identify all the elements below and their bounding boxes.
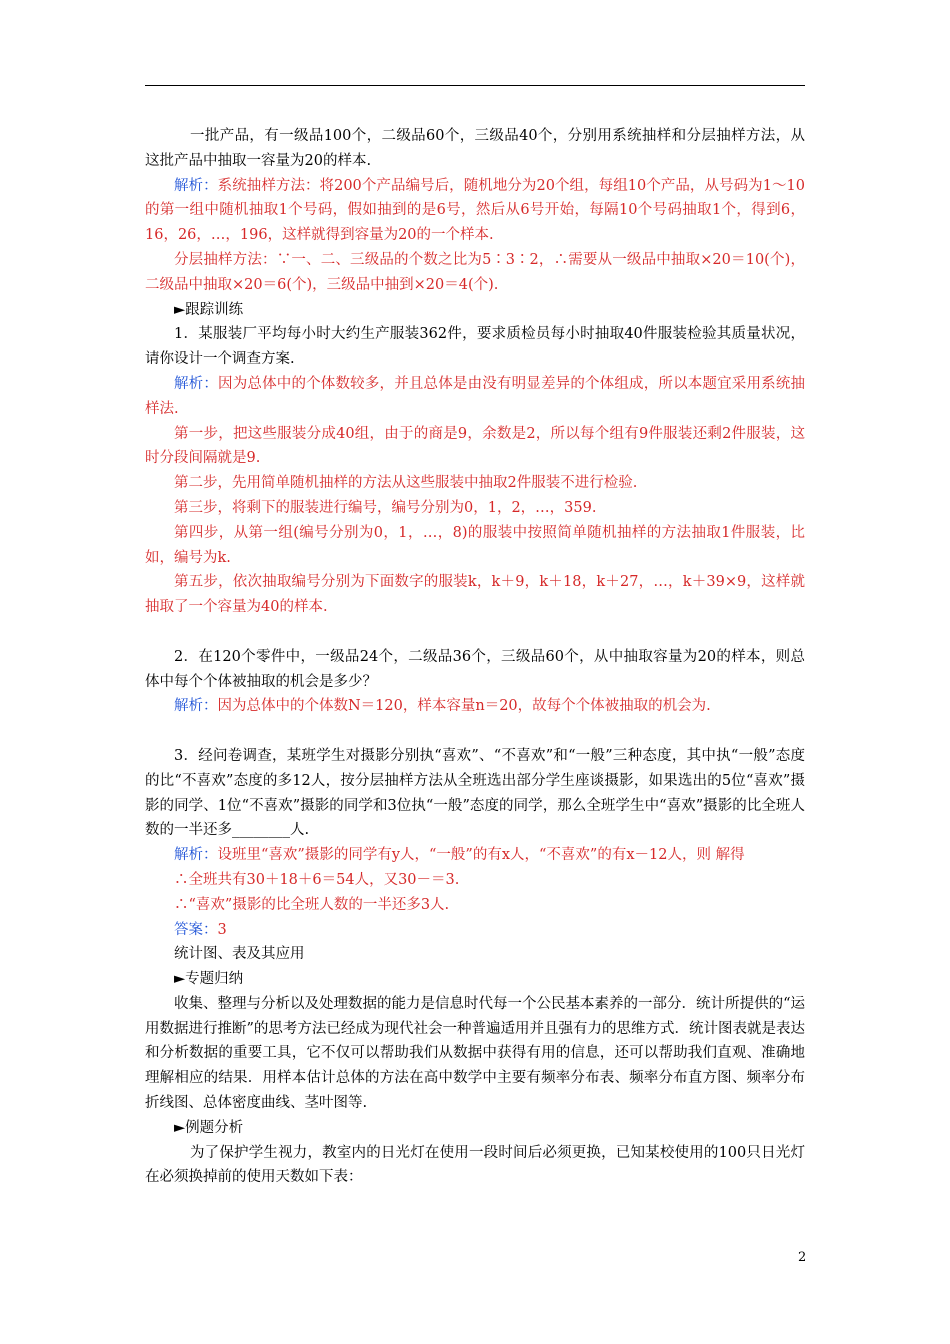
stratified-sampling-text: 分层抽样方法：∵一、二、三级品的个数之比为5∶3∶2，∴需要从一级品中抽取×20＝10(个)，二级品中抽取×20＝6(个)，三级品中抽到×20＝4(个). — [145, 251, 805, 293]
page-content — [145, 124, 805, 1190]
example1-problem: 一批产品，有一级品100个，二级品60个，三级品40个，分别用系统抽样和分层抽样方法，从这批产品中抽取一容量为20的样本. — [145, 128, 805, 169]
q3-line-3: ∴“喜欢”摄影的比全班人数的一半还多3人. — [174, 896, 450, 913]
q1-step-1: 第一步，把这些服装分成40组，由于的商是9，余数是2，所以每个组有9件服装还剩2件服装，这时分段间隔就是9. — [145, 425, 805, 467]
topic-text: 收集、整理与分析以及处理数据的能力是信息时代每一个公民基本素养的一部分．统计所提供的“运用数据进行推断”的思考方法已经成为现代社会一种普遍适用并且强有力的思维方式．统计图表就是表达和分析数据的重要工具，它不仅可以帮助我们从数据中获得有用的信息，还可以帮助我们直观、准确地理解相应的结果．用样本估计总体的方法在高中数学中主要有频率分布表、频率分布直方图、频率分布折线图、总体密度曲线、茎叶图等. — [145, 995, 805, 1112]
question-2-analysis: 解析：因为总体中的个体数N＝120，样本容量n＝20，故每个个体被抽取的机会为. — [174, 698, 711, 715]
answer-label: 答案： — [174, 921, 218, 938]
section-title: 统计图、表及其应用 — [174, 946, 305, 963]
solution-label: 解析： — [174, 847, 218, 864]
question-2: 2．在120个零件中，一级品24个，二级品36个，三级品60个，从中抽取容量为20的样本，则总体中每个个体被抽取的机会是多少？ — [145, 648, 805, 690]
page-number: 2 — [798, 1250, 807, 1265]
example1-solution — [145, 174, 805, 248]
q1-step-4: 第四步，从第一组(编号分别为0，1，…，8)的服装中按照简单随机抽样的方法抽取1件服装，比如，编号为k. — [145, 524, 805, 566]
example-text: 为了保护学生视力，教室内的日光灯在使用一段时间后必须更换，已知某校使用的100只日光灯在必须换掉前的使用天数如下表： — [145, 1144, 805, 1186]
question-1: 1．某服装厂平均每小时大约生产服装362件，要求质检员每小时抽取40件服装检验其质量状况，请你设计一个调查方案. — [145, 326, 805, 368]
solution-label: 解析： — [174, 698, 218, 715]
example-heading: ►例题分析 — [174, 1119, 244, 1136]
tracking-heading: ►跟踪训练 — [174, 301, 244, 318]
header-rule — [145, 85, 805, 86]
solution-label: 解析： — [174, 375, 219, 392]
topic-heading: ►专题归纳 — [174, 971, 244, 988]
question-3-analysis: 解析：设班里“喜欢”摄影的同学有y人，“一般”的有x人，“不喜欢”的有x－12人，则 解得 — [174, 847, 745, 864]
q3-answer: 答案：3 — [174, 921, 227, 938]
solution-label: 解析： — [174, 177, 218, 194]
q1-step-5: 第五步，依次抽取编号分别为下面数字的服装k，k＋9，k＋18，k＋27，…，k＋39×9，这样就抽取了一个容量为40的样本. — [145, 574, 805, 616]
systematic-sampling-text: 系统抽样方法：将200个产品编号后，随机地分为20个组，每组10个产品，从号码为1～10的第一组中随机抽取1个号码，假如抽到的是6号，然后从6号开始，每隔10个号码抽取1个，得到6，16，26，…，196，这样就得到容量为20的一个样本. — [145, 177, 805, 244]
q3-line-2: ∴全班共有30＋18＋6＝54人，又30－＝3. — [174, 871, 460, 888]
question-3: 3．经问卷调查，某班学生对摄影分别执“喜欢”、“不喜欢”和“一般”三种态度，其中执“一般”态度的比“不喜欢”态度的多12人，按分层抽样方法从全班选出部分学生座谈摄影，如果选出的5位“喜欢”摄影的同学、1位“不喜欢”摄影的同学和3位执“一般”态度的同学，那么全班学生中“喜欢”摄影的比全班人数的一半还多________人. — [145, 747, 805, 839]
question-1-analysis: 解析：因为总体中的个体数较多，并且总体是由没有明显差异的个体组成，所以本题宜采用系统抽样法. — [145, 375, 806, 417]
q1-step-3: 第三步，将剩下的服装进行编号，编号分别为0，1，2，…，359. — [174, 499, 597, 516]
q1-step-2: 第二步，先用简单随机抽样的方法从这些服装中抽取2件服装不进行检验. — [174, 475, 638, 492]
